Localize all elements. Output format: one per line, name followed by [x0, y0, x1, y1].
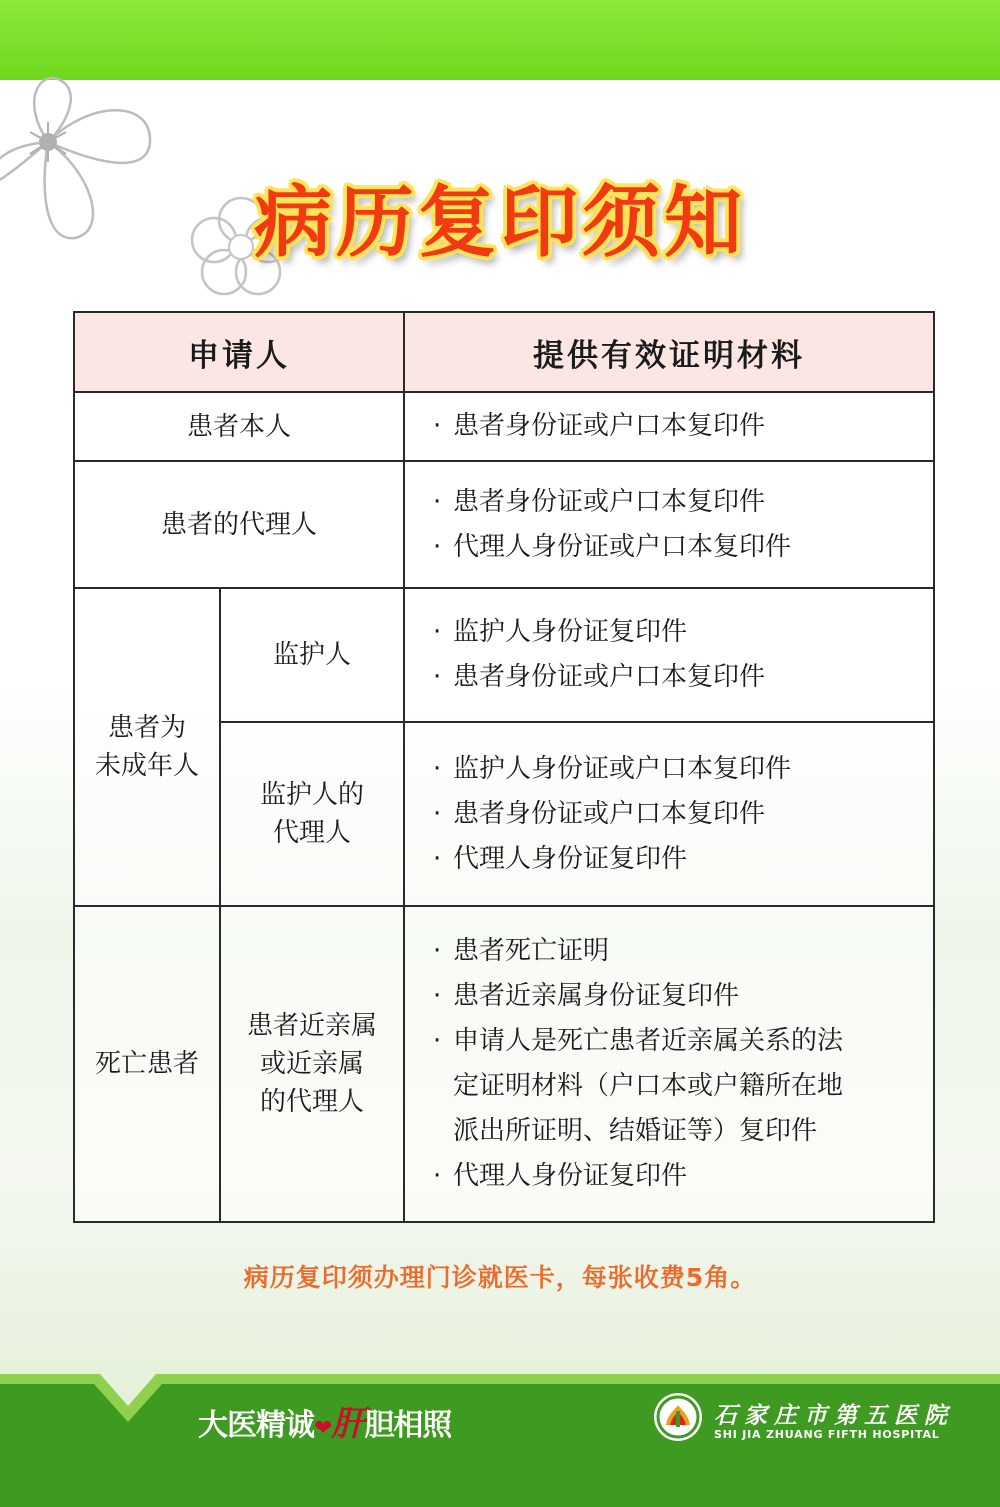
list-item-continued: 定证明材料（户口本或户籍所在地 — [453, 1071, 844, 1101]
applicant-guardian: 监护人 — [220, 588, 404, 722]
applicant-deceased: 死亡患者 — [74, 906, 220, 1222]
table-header-row — [74, 312, 934, 392]
header-materials: 提供有效证明材料 — [404, 312, 934, 392]
hospital-name-en: SHI JIA ZHUANG FIFTH HOSPITAL — [714, 1428, 940, 1441]
table-row — [74, 461, 934, 588]
fee-note: 病历复印须办理门诊就医卡，每张收费5角。 — [243, 1263, 757, 1292]
heart-icon: ❤ — [314, 1416, 332, 1441]
applicant-guardian-agent: 监护人的 代理人 — [220, 722, 404, 906]
materials-self — [404, 392, 934, 461]
requirements-table — [73, 311, 935, 1223]
list-item: · 监护人身份证或户口本复印件 — [433, 747, 933, 792]
list-item: · 患者近亲属身份证复印件 — [433, 974, 933, 1019]
materials-deceased — [404, 906, 934, 1222]
applicant-agent: 患者的代理人 — [74, 461, 404, 588]
header-applicant: 申请人 — [74, 312, 404, 392]
list-item: · 代理人身份证或户口本复印件 — [433, 525, 933, 570]
applicant-minor: 患者为 未成年人 — [74, 588, 220, 906]
list-item: · 代理人身份证复印件 — [433, 837, 933, 882]
list-item: · 申请人是死亡患者近亲属关系的法 — [433, 1019, 933, 1064]
list-item-continued: 派出所证明、结婚证等）复印件 — [453, 1116, 818, 1146]
hospital-name: 石家庄市第五医院 — [714, 1402, 954, 1429]
hospital-slogan: 大医精诚❤肝胆相照 — [198, 1404, 452, 1444]
materials-agent — [404, 461, 934, 588]
list-item: · 患者死亡证明 — [433, 929, 933, 974]
table-row — [74, 392, 934, 461]
applicant-relatives: 患者近亲属 或近亲属 的代理人 — [220, 906, 404, 1222]
list-item: · 患者身份证或户口本复印件 — [433, 655, 933, 700]
table-row — [74, 906, 934, 1222]
list-item: · 患者身份证或户口本复印件 — [433, 792, 933, 837]
materials-guardian — [404, 588, 934, 722]
page-title: 病历复印须知 — [253, 178, 746, 268]
applicant-self: 患者本人 — [74, 392, 404, 461]
materials-guardian-agent — [404, 722, 934, 906]
list-item: · 监护人身份证复印件 — [433, 610, 933, 655]
table-row — [74, 588, 934, 722]
hospital-logo-icon — [652, 1391, 704, 1443]
list-item: · 患者身份证或户口本复印件 — [433, 404, 933, 449]
list-item: · 患者身份证或户口本复印件 — [433, 480, 933, 525]
list-item: · 代理人身份证复印件 — [433, 1154, 933, 1199]
